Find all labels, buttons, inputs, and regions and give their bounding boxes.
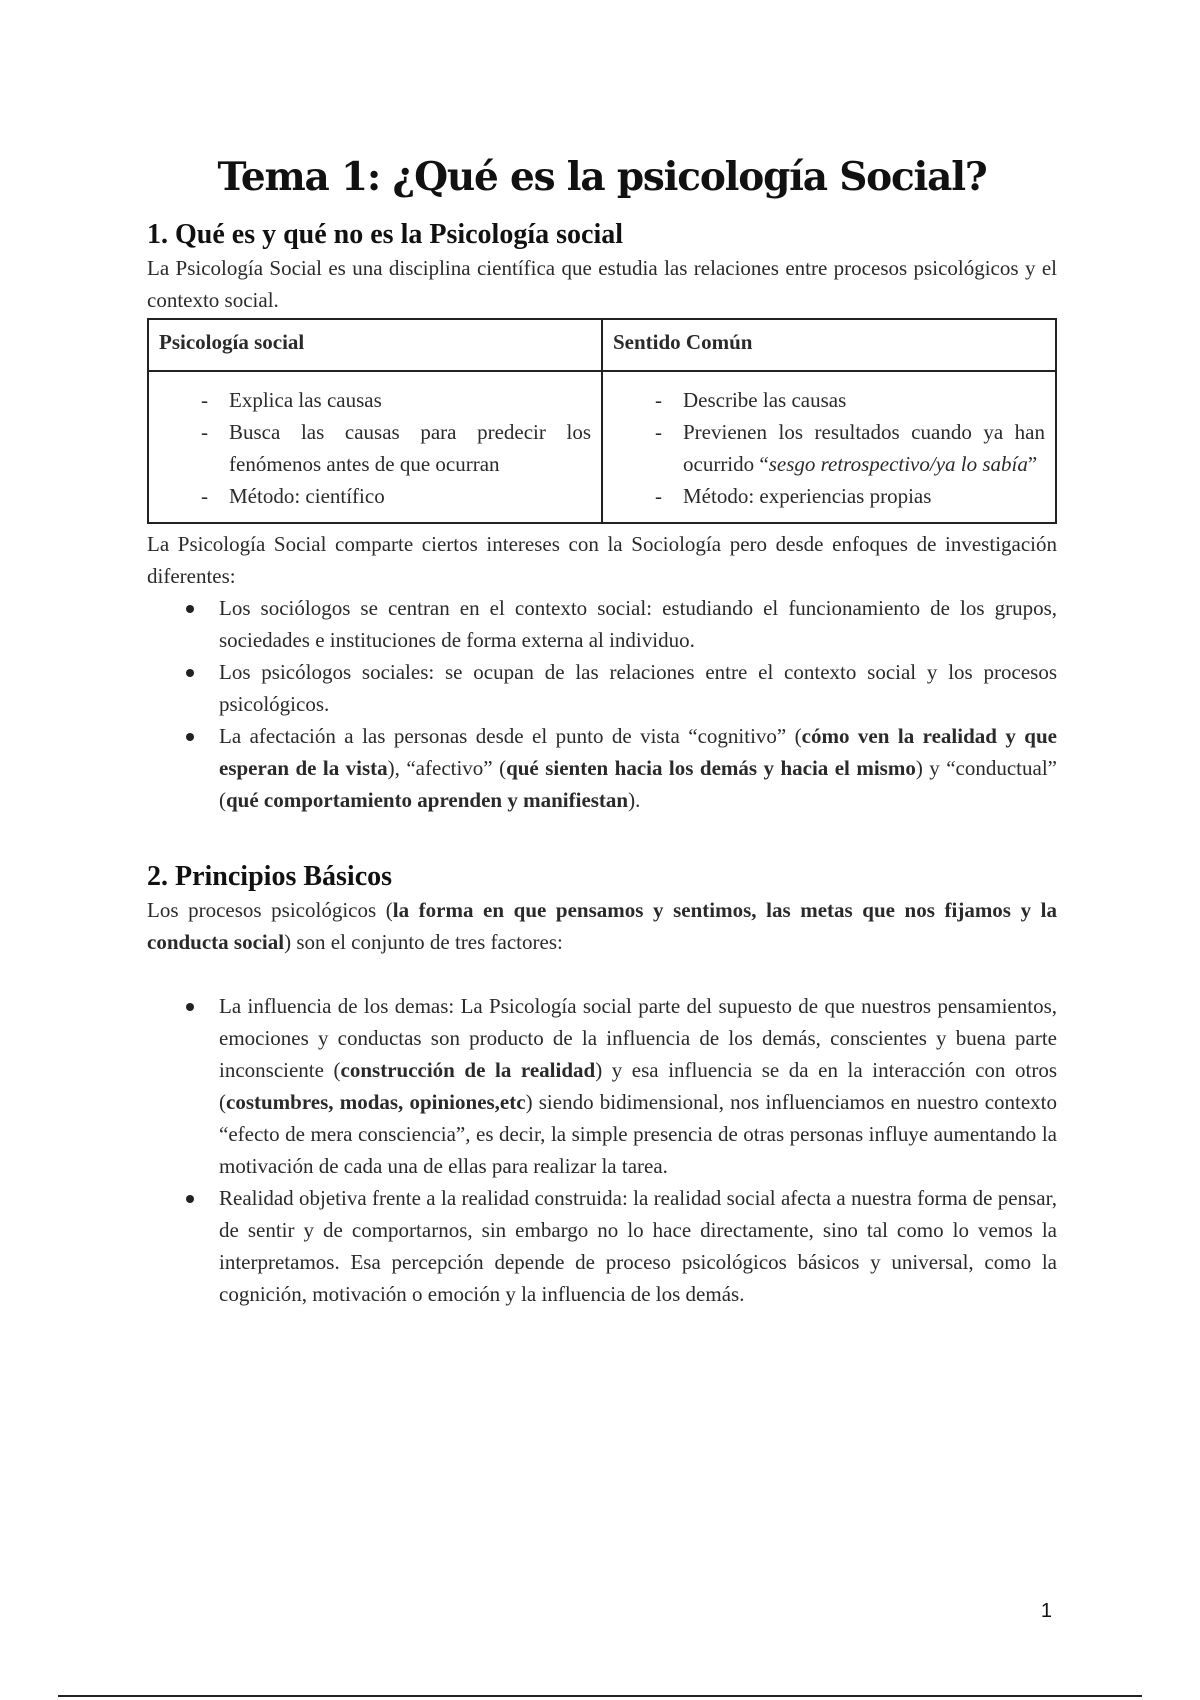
text-run: ) son el conjunto de tres factores: — [284, 930, 563, 954]
list-item — [613, 416, 1045, 480]
text-run: La influencia de los demas: La Psicología social parte del supuesto de que nuestros pensamientos, emociones y conductas son producto de la influencia de los demás, conscientes y buena parte inconsciente ( — [219, 994, 1057, 1082]
table-header-sentido-comun: Sentido Común — [602, 319, 1056, 371]
psicologia-list — [159, 384, 591, 512]
list-item: - Método: científico — [159, 480, 591, 512]
list-item — [147, 990, 1057, 1182]
table-body-row — [148, 371, 1056, 523]
bold-run: qué comportamiento aprenden y manifiestan — [226, 788, 629, 812]
bold-run: cómo ven la realidad y que esperan de la vista — [219, 724, 1057, 780]
table-header-row — [148, 319, 1056, 371]
bold-run: qué sienten hacia los demás y hacia el mismo — [506, 756, 916, 780]
footer-divider — [58, 1695, 1142, 1697]
text-run: ) y “conductual” ( — [219, 756, 1057, 812]
comparison-table — [147, 318, 1057, 524]
section1-bullets — [147, 592, 1057, 816]
text-run: ” — [1027, 452, 1038, 476]
text-run: ) y esa influencia se da en la interacción con otros ( — [219, 1058, 1058, 1114]
bullet-icon — [186, 733, 194, 741]
list-item: - Busca las causas para predecir los fenómenos antes de que ocurran — [159, 416, 591, 480]
table-cell-psicologia — [148, 371, 602, 523]
document-title: Tema 1: ¿Qué es la psicología Social? — [217, 154, 987, 200]
bullet-icon — [186, 1195, 194, 1203]
table-cell-sentido-comun — [602, 371, 1056, 523]
list-item — [147, 592, 1057, 656]
section1-intro: La Psicología Social es una disciplina científica que estudia las relaciones entre procesos psicológicos y el contexto social. — [147, 256, 1057, 312]
bold-run: construcción de la realidad — [340, 1058, 596, 1082]
text-run: ) siendo bidimensional, nos influenciamos en nuestro contexto “efecto de mera consciencia”, es decir, la simple presencia de otras personas influye aumentando la motivación de cada una de ellas para realizar la tarea. — [219, 1090, 1058, 1178]
list-item — [147, 720, 1057, 816]
table-header-psicologia: Psicología social — [148, 319, 602, 371]
bullet-icon — [186, 1003, 194, 1011]
section1-heading: 1. Qué es y qué no es la Psicología social — [147, 219, 623, 250]
text-run: Los procesos psicológicos ( — [147, 898, 393, 922]
list-item: - Describe las causas — [613, 384, 1045, 416]
list-item: - Explica las causas — [159, 384, 591, 416]
bullet-text: Los psicólogos sociales: se ocupan de las relaciones entre el contexto social y los procesos psicológicos. — [219, 660, 1057, 716]
bold-run: la forma en que pensamos y sentimos, las metas que nos fijamos y la conducta social — [147, 898, 1057, 954]
section2-intro — [147, 894, 1057, 958]
text-run: ). — [628, 788, 641, 812]
spacer — [147, 958, 1057, 990]
bold-run: costumbres, modas, opiniones,etc — [226, 1090, 526, 1114]
text-run: La afectación a las personas desde el punto de vista “cognitivo” ( — [219, 724, 802, 748]
bullet-text: Realidad objetiva frente a la realidad construida: la realidad social afecta a nuestra forma de pensar, de sentir y de comportarnos, sin embargo no lo hace directamente, sino tal como lo vemos la interpretamos. Esa percepción depende de proceso psicológicos básicos y universal, como la cognición, motivación o emoción y la influencia de los demás. — [219, 1186, 1057, 1306]
list-item: - Método: experiencias propias — [613, 480, 1045, 512]
sentido-comun-list — [613, 384, 1045, 512]
list-item — [147, 1182, 1057, 1310]
list-item — [147, 656, 1057, 720]
page-number: 1 — [1040, 1600, 1052, 1622]
page-content — [147, 150, 1057, 1310]
bullet-icon — [186, 669, 194, 677]
italic-run: sesgo retrospectivo/ya lo sabía — [768, 452, 1028, 476]
bullet-text: Los sociólogos se centran en el contexto social: estudiando el funcionamiento de los grupos, sociedades e instituciones de forma externa al individuo. — [219, 596, 1057, 652]
section1-after-table: La Psicología Social comparte ciertos intereses con la Sociología pero desde enfoques de investigación diferentes: — [147, 532, 1057, 588]
bullet-icon — [186, 605, 194, 613]
section2-heading: 2. Principios Básicos — [147, 861, 393, 892]
section2-bullets — [147, 990, 1057, 1310]
text-run: Previenen los resultados cuando ya han ocurrido “ — [683, 420, 1045, 476]
text-run: ), “afectivo” ( — [387, 756, 507, 780]
